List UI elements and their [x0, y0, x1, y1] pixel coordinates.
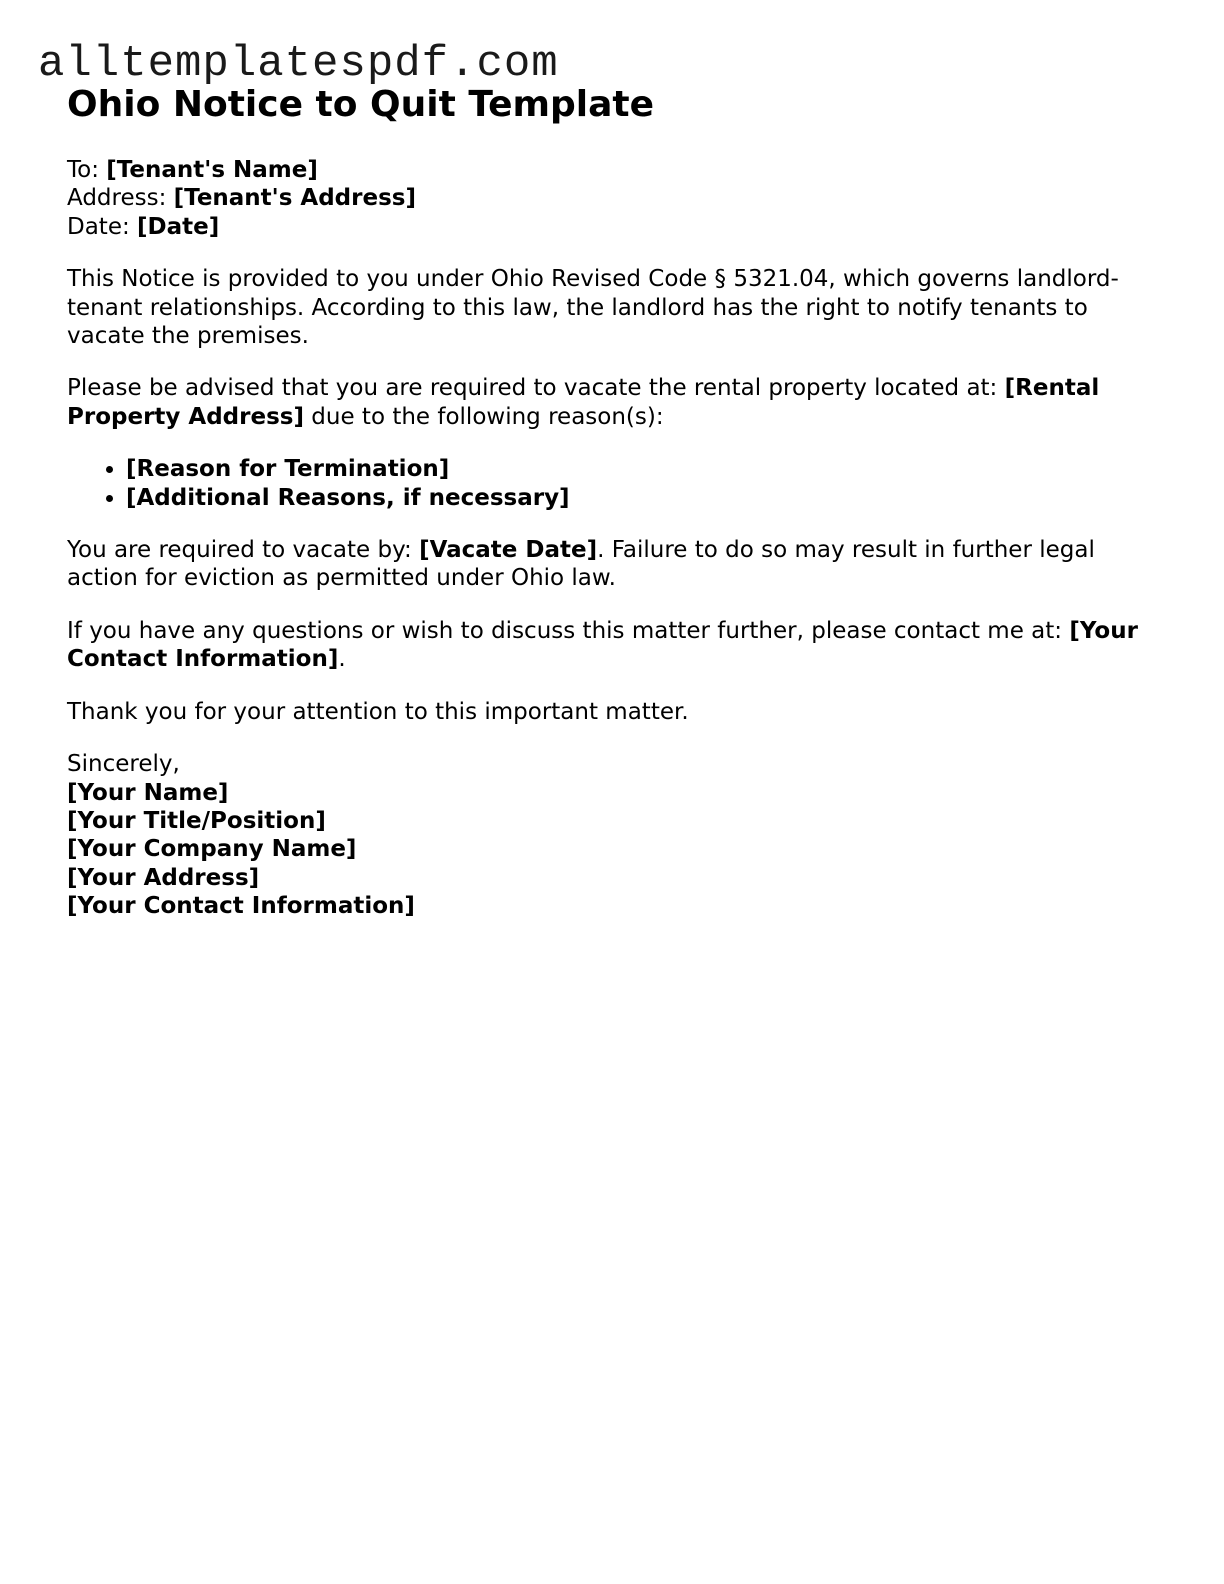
- vacate-text: You are required to vacate by:: [67, 537, 412, 564]
- advised-text: Please be advised that you are required to vacate the rental property located at:: [67, 375, 998, 402]
- contact-text-end: .: [338, 646, 346, 673]
- date-label: Date:: [67, 213, 130, 240]
- signer-name: [Your Name]: [67, 779, 229, 806]
- document-title: Ohio Notice to Quit Template: [67, 84, 655, 125]
- list-item: • [Reason for Termination]: [126, 455, 1157, 483]
- vacate-text-end: . Failure to do so may result in further legal action for eviction as permitted under Ohio law.: [67, 537, 1095, 592]
- signer-address: [Your Address]: [67, 864, 260, 891]
- tenant-name-placeholder: [Tenant's Name]: [106, 157, 318, 183]
- address-label: Address:: [67, 185, 167, 212]
- watermark-logo-text: alltemplatespdf.com: [38, 39, 559, 89]
- signer-title: [Your Title/Position]: [67, 807, 326, 834]
- contact-info-placeholder: [Your Contact Information]: [67, 617, 1138, 673]
- to-line: [67, 156, 1157, 184]
- tenant-address-placeholder: [Tenant's Address]: [173, 185, 416, 212]
- vacate-date-placeholder: [Vacate Date]: [419, 537, 598, 564]
- signer-contact: [Your Contact Information]: [67, 893, 415, 920]
- to-label: To:: [67, 157, 99, 183]
- contact-text: If you have any questions or wish to discuss this matter further, please contact me at:: [67, 617, 1063, 644]
- contact-paragraph: [67, 617, 1157, 674]
- date-placeholder: [Date]: [137, 213, 220, 240]
- signature-block: [67, 750, 1157, 920]
- advised-text-end: due to the following reason(s):: [311, 403, 664, 430]
- date-line: [67, 213, 1157, 241]
- document-body: [67, 84, 1157, 945]
- vacate-paragraph: [67, 536, 1157, 593]
- signer-company: [Your Company Name]: [67, 836, 357, 863]
- closing: Sincerely,: [67, 751, 180, 778]
- reasons-list: [67, 455, 1157, 512]
- rental-property-address-placeholder: [Rental Property Address]: [67, 375, 1100, 430]
- intro-paragraph: This Notice is provided to you under Ohio Revised Code § 5321.04, which governs landlord-tenant relationships. According to this law, the landlord has the right to notify tenants to vacate the premises.: [67, 266, 1119, 350]
- address-line: [67, 184, 1157, 212]
- advised-paragraph: [67, 374, 1157, 431]
- list-item: • [Additional Reasons, if necessary]: [126, 484, 1157, 512]
- recipient-block: [67, 156, 1157, 241]
- thanks-paragraph: Thank you for your attention to this important matter.: [67, 698, 689, 725]
